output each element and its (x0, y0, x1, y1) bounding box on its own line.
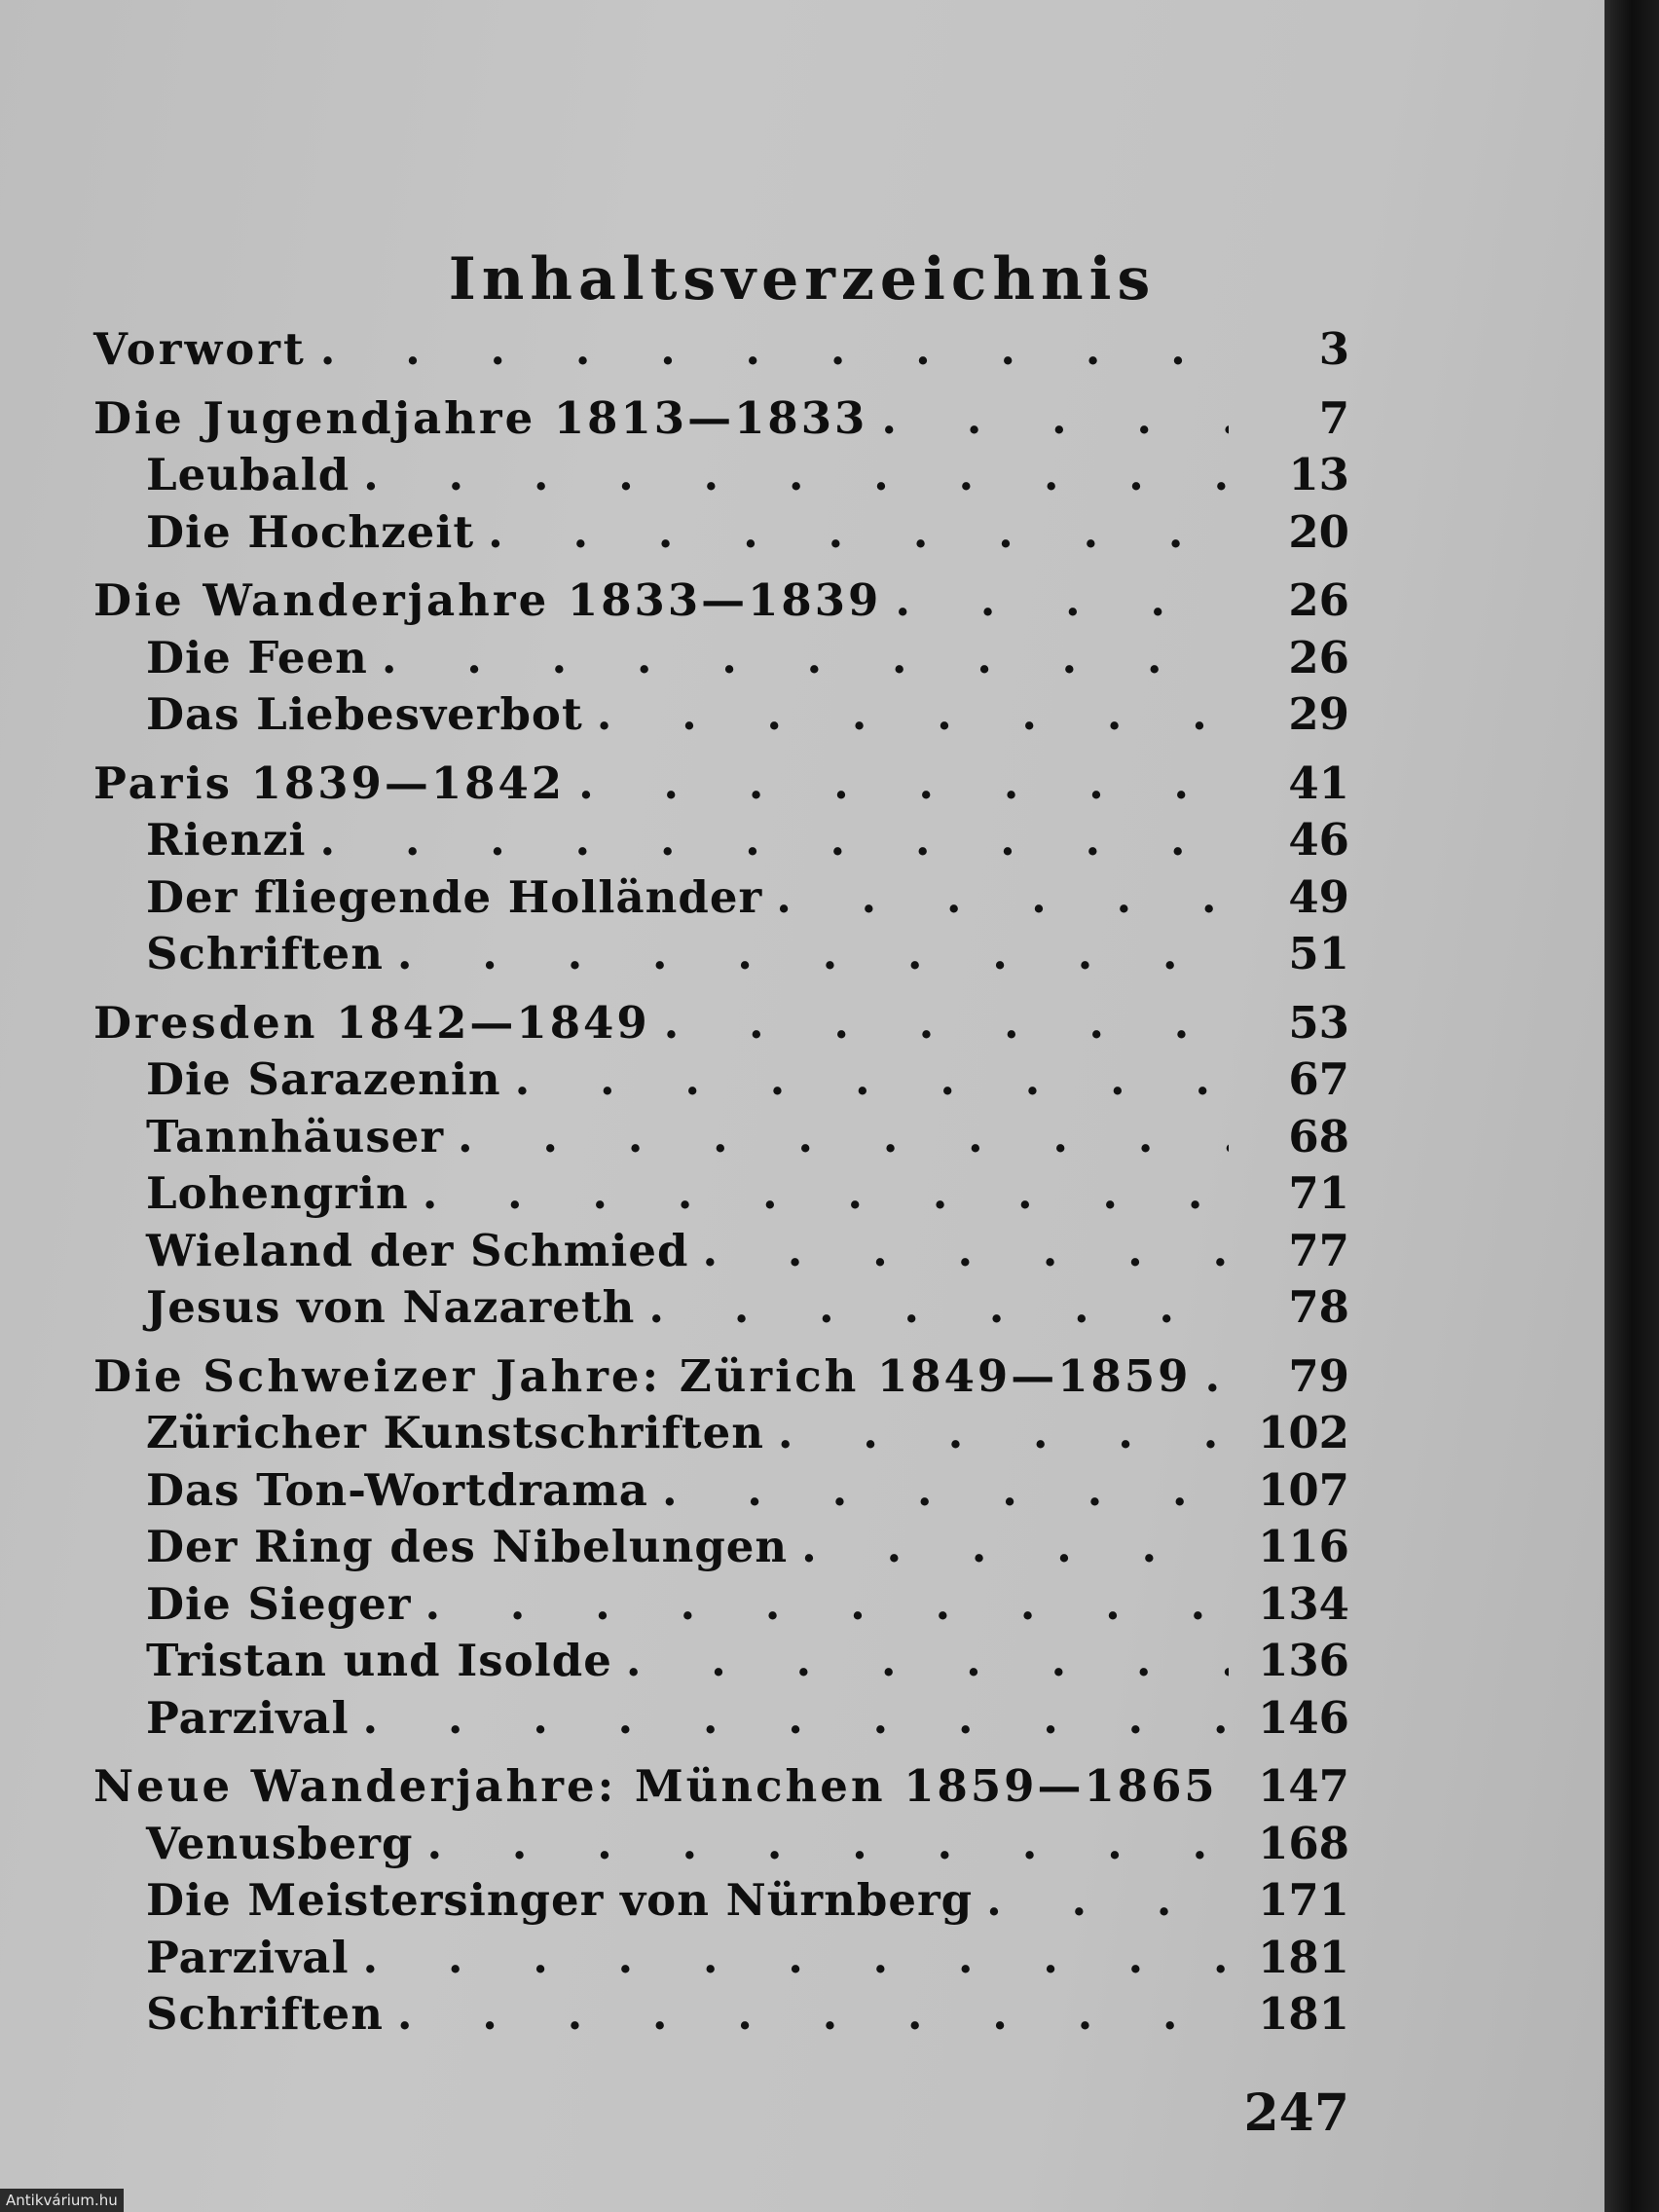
toc-subentry (93, 630, 1349, 687)
toc-entry-page: 29 (1288, 688, 1349, 740)
dot-leader (426, 1816, 1229, 1873)
toc-section (93, 572, 1349, 744)
toc-subentry (93, 926, 1349, 983)
toc-subentry (93, 1986, 1349, 2044)
toc-entry-label: Venusberg (146, 1817, 414, 1869)
toc-entry-label: Züricher Kunstschriften (146, 1407, 764, 1458)
toc-subentry (93, 1051, 1349, 1109)
toc-entry-label: Dresden 1842—1849 (93, 996, 650, 1049)
dot-leader (382, 630, 1229, 687)
toc-entry-label: Das Ton-Wortdrama (146, 1463, 648, 1516)
toc-subentry (93, 1109, 1349, 1166)
toc-entry-page: 116 (1258, 1521, 1349, 1572)
toc-entry-label: Schriften (146, 1988, 384, 2040)
toc-subentry (93, 1519, 1349, 1576)
toc-subentry (93, 869, 1349, 927)
toc-subentry (93, 504, 1349, 562)
toc-entry-page: 79 (1288, 1349, 1349, 1402)
table-of-contents (93, 321, 1349, 2055)
dot-leader (1204, 1348, 1229, 1406)
toc-entry-label: Die Sieger (146, 1577, 412, 1630)
toc-entry-label: Parzival (146, 1931, 350, 1983)
toc-entry-page: 102 (1258, 1407, 1349, 1458)
toc-entry-label: Jesus von Nazareth (146, 1281, 636, 1333)
toc-entry-page: 53 (1288, 996, 1349, 1049)
toc-entry-page: 46 (1288, 814, 1349, 866)
toc-entry-label: Wieland der Schmied (146, 1224, 689, 1276)
toc-entry-page: 13 (1288, 449, 1349, 500)
dot-leader (778, 1405, 1229, 1462)
toc-entry-label: Die Jugendjahre 1813—1833 (93, 391, 868, 444)
dot-leader (363, 447, 1229, 504)
toc-entry-page: 77 (1288, 1224, 1349, 1276)
dot-leader (702, 1223, 1229, 1280)
toc-chapter-entry (93, 321, 1349, 379)
dot-leader (881, 390, 1229, 448)
page-number: 247 (1243, 2083, 1349, 2143)
toc-entry-label: Tannhäuser (146, 1110, 445, 1162)
toc-entry-page: 147 (1258, 1760, 1349, 1812)
toc-subentry (93, 1930, 1349, 1987)
toc-entry-page: 7 (1318, 391, 1349, 444)
toc-entry-page: 107 (1258, 1463, 1349, 1516)
dot-leader (424, 1576, 1229, 1634)
toc-entry-label: Leubald (146, 449, 350, 500)
toc-entry-page: 49 (1288, 870, 1349, 923)
dot-leader (458, 1109, 1229, 1166)
toc-entry-label: Die Sarazenin (146, 1053, 501, 1105)
dot-leader (397, 926, 1229, 983)
toc-chapter-entry (93, 756, 1349, 813)
dot-leader (397, 1986, 1229, 2044)
dot-leader (662, 1462, 1229, 1520)
toc-entry-label: Das Liebesverbot (146, 688, 583, 740)
dot-leader (895, 572, 1229, 630)
toc-section (93, 1348, 1349, 1748)
toc-entry-label: Neue Wanderjahre: München 1859—1865 (93, 1760, 1218, 1812)
toc-subentry (93, 1165, 1349, 1223)
toc-subentry (93, 1405, 1349, 1462)
toc-entry-label: Die Wanderjahre 1833—1839 (93, 574, 882, 626)
dot-leader (488, 504, 1229, 562)
toc-entry-label: Der Ring des Nibelungen (146, 1521, 789, 1572)
toc-entry-page: 26 (1288, 631, 1349, 683)
toc-entry-label: Die Feen (146, 631, 368, 683)
dot-leader (648, 1279, 1229, 1337)
toc-entry-page: 68 (1288, 1110, 1349, 1162)
dot-leader (597, 686, 1229, 744)
toc-entry-label: Die Schweizer Jahre: Zürich 1849—1859 (93, 1349, 1192, 1402)
toc-chapter-entry (93, 995, 1349, 1052)
dot-leader (578, 756, 1229, 813)
toc-subentry (93, 812, 1349, 869)
toc-subentry (93, 447, 1349, 504)
toc-subentry (93, 1279, 1349, 1337)
dot-leader (776, 869, 1229, 927)
toc-entry-page: 171 (1258, 1874, 1349, 1926)
dot-leader (363, 1690, 1229, 1748)
toc-entry-label: Parzival (146, 1691, 350, 1744)
watermark: Antikvárium.hu (0, 2189, 124, 2212)
dot-leader (363, 1930, 1229, 1987)
toc-entry-label: Paris 1839—1842 (93, 756, 566, 809)
toc-section (93, 321, 1349, 379)
toc-section (93, 995, 1349, 1337)
toc-entry-label: Lohengrin (146, 1167, 409, 1219)
dot-leader (320, 812, 1230, 869)
toc-subentry (93, 686, 1349, 744)
toc-entry-page: 71 (1288, 1167, 1349, 1219)
toc-entry-label: Vorwort (93, 323, 307, 375)
dot-leader (515, 1051, 1229, 1109)
toc-entry-page: 67 (1288, 1053, 1349, 1105)
toc-subentry (93, 1816, 1349, 1873)
toc-chapter-entry (93, 1758, 1349, 1816)
toc-entry-page: 78 (1288, 1281, 1349, 1333)
toc-entry-label: Die Meistersinger von Nürnberg (146, 1874, 974, 1926)
toc-entry-page: 134 (1258, 1577, 1349, 1630)
toc-chapter-entry (93, 1348, 1349, 1406)
book-edge (1604, 0, 1659, 2212)
toc-entry-page: 136 (1258, 1635, 1349, 1686)
toc-entry-page: 3 (1318, 323, 1349, 375)
toc-entry-page: 41 (1288, 756, 1349, 809)
dot-leader (664, 995, 1229, 1052)
toc-entry-page: 168 (1258, 1817, 1349, 1869)
toc-section (93, 390, 1349, 562)
toc-subentry (93, 1633, 1349, 1690)
dot-leader (626, 1633, 1229, 1690)
toc-entry-page: 51 (1288, 928, 1349, 979)
toc-chapter-entry (93, 390, 1349, 448)
toc-entry-label: Der fliegende Holländer (146, 870, 763, 923)
toc-entry-page: 146 (1258, 1691, 1349, 1744)
toc-subentry (93, 1462, 1349, 1520)
toc-subentry (93, 1223, 1349, 1280)
toc-section (93, 1758, 1349, 2044)
dot-leader (986, 1872, 1229, 1930)
toc-entry-label: Rienzi (146, 814, 307, 866)
toc-entry-page: 26 (1288, 574, 1349, 626)
toc-subentry (93, 1872, 1349, 1930)
dot-leader (801, 1519, 1229, 1576)
toc-entry-label: Schriften (146, 928, 384, 979)
toc-subentry (93, 1576, 1349, 1634)
toc-section (93, 756, 1349, 983)
page-title: Inhaltsverzeichnis (448, 245, 1157, 314)
dot-leader (320, 321, 1229, 379)
toc-entry-label: Die Hochzeit (146, 505, 475, 558)
toc-entry-page: 181 (1258, 1988, 1349, 2040)
toc-entry-page: 181 (1258, 1931, 1349, 1983)
toc-chapter-entry (93, 572, 1349, 630)
toc-entry-label: Tristan und Isolde (146, 1635, 612, 1686)
toc-subentry (93, 1690, 1349, 1748)
dot-leader (423, 1165, 1229, 1223)
toc-entry-page: 20 (1288, 505, 1349, 558)
